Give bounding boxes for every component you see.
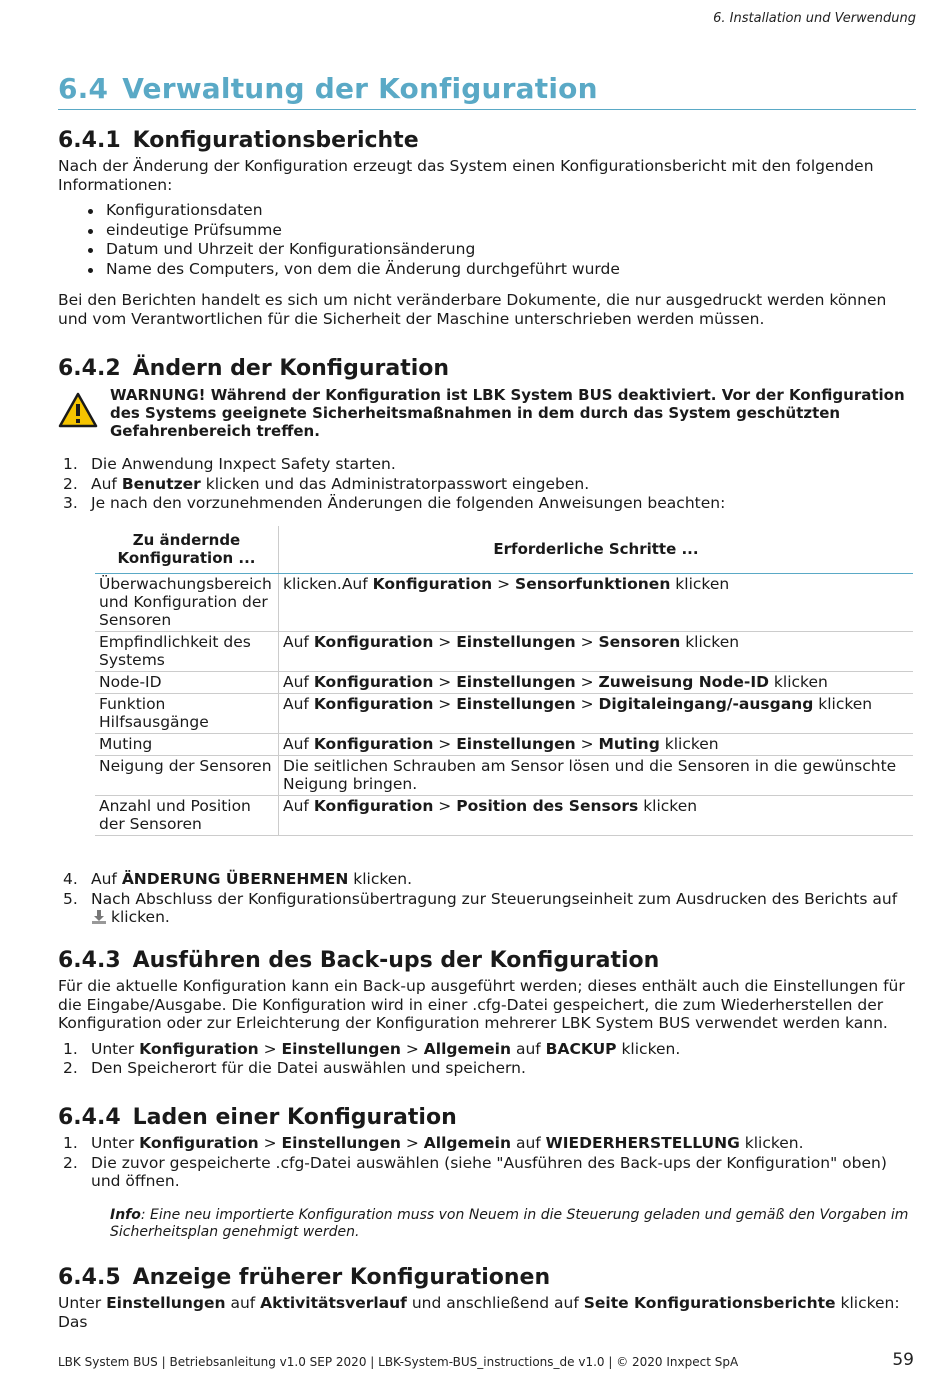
paragraph: Nach der Änderung der Konfiguration erzeugt das System einen Konfigurationsbericht mit den folgenden Informationen: <box>58 157 874 194</box>
subsection-heading <box>58 356 916 381</box>
warning-icon <box>58 392 98 428</box>
subsection-number: 6.4.3 <box>58 948 121 973</box>
list-item: 5. Nach Abschluss der Konfigurationsübertragung zur Steuerungseinheit zum Ausdrucken des Berichts auf klicken. <box>63 889 898 926</box>
table-cell-steps: Auf Konfiguration > Einstellungen > Sensoren klicken <box>279 632 914 672</box>
list-item: 2. Die zuvor gespeicherte .cfg-Datei auswählen (siehe "Ausführen des Back-ups der Konfiguration" oben) und öffnen. <box>63 1153 887 1190</box>
table-cell-steps: Auf Konfiguration > Einstellungen > Zuweisung Node-ID klicken <box>279 672 914 694</box>
paragraph: Bei den Berichten handelt es sich um nicht veränderbare Dokumente, die nur ausgedruckt werden können und vom Verantwortlichen für die Sicherheit der Maschine unterschrieben werden müssen. <box>58 291 887 328</box>
list-item: Konfigurationsdaten <box>58 201 916 221</box>
paragraph: Unter Einstellungen auf Aktivitätsverlauf und anschließend auf Seite Konfigurationsberichte klicken: Das <box>58 1294 900 1331</box>
list-item: 1. Die Anwendung Inxpect Safety starten. <box>63 455 396 473</box>
table-cell-steps: Auf Konfiguration > Einstellungen > Digitaleingang/-ausgang klicken <box>279 694 914 734</box>
subsection-6-4-1 <box>58 128 916 328</box>
list-item: eindeutige Prüfsumme <box>58 221 916 241</box>
subsection-heading <box>58 1265 916 1290</box>
subsection-6-4-3 <box>58 948 916 1079</box>
warning-text: WARNUNG! Während der Konfiguration ist LBK System BUS deaktiviert. Vor der Konfiguration des Systems geeignete Sicherheitsmaßnahmen in dem durch das System geschützten Gefahrenbereich treffen. <box>110 386 905 440</box>
subsection-title: Laden einer Konfiguration <box>132 1105 457 1130</box>
subsection-title: Ausführen des Back-ups der Konfiguration <box>132 948 660 973</box>
table-cell-config: Anzahl und Position der Sensoren <box>95 796 279 836</box>
table-cell-steps: Auf Konfiguration > Position des Sensors klicken <box>279 796 914 836</box>
subsection-6-4-4 <box>58 1105 916 1192</box>
section-title: Verwaltung der Konfiguration <box>122 72 598 105</box>
subsection-6-4-5 <box>58 1265 916 1331</box>
table-cell-config: Muting <box>95 734 279 756</box>
table-cell-config: Überwachungsbereich und Konfiguration der Sensoren <box>95 574 279 632</box>
table-header-row <box>95 526 913 574</box>
bullet-list <box>58 201 916 279</box>
subsection-number: 6.4.5 <box>58 1265 121 1290</box>
page-number: 59 <box>892 1350 914 1370</box>
subsection-heading <box>58 948 916 973</box>
steps-list-6-4-2-cont <box>58 870 916 928</box>
list-item: 4. Auf ÄNDERUNG ÜBERNEHMEN klicken. <box>63 870 413 888</box>
subsection-title: Ändern der Konfiguration <box>132 356 450 381</box>
table-cell-steps: klicken.Auf Konfiguration > Sensorfunktionen klicken <box>279 574 914 632</box>
list-item: 2. Auf Benutzer klicken und das Administratorpasswort eingeben. <box>63 474 590 493</box>
table-row <box>95 632 913 672</box>
paragraph: Für die aktuelle Konfiguration kann ein Back-up ausgeführt werden; dieses enthält auch die Einstellungen für die Eingabe/Ausgabe. Die Konfiguration wird in einer .cfg-Datei gespeichert, die zum Wiederherstellen der Konfiguration oder zur Erleichterung der Konfiguration mehrerer LBK System BUS verwendet werden kann. <box>58 977 905 1032</box>
table-cell-steps: Die seitlichen Schrauben am Sensor lösen und die Sensoren in die gewünschte Neigung bringen. <box>279 756 914 796</box>
subsection-heading <box>58 1105 916 1130</box>
table-row <box>95 796 913 836</box>
subsection-number: 6.4.1 <box>58 128 121 153</box>
subsection-6-4-2 <box>58 356 916 381</box>
table-row <box>95 734 913 756</box>
list-item: 1. Unter Konfiguration > Einstellungen > Allgemein auf BACKUP klicken. <box>63 1039 681 1058</box>
table-cell-config: Neigung der Sensoren <box>95 756 279 796</box>
subsection-title: Anzeige früherer Konfigurationen <box>132 1265 551 1290</box>
table-header: Zu ändernde Konfiguration ... <box>95 526 279 574</box>
info-note <box>110 1207 910 1241</box>
table-header: Erforderliche Schritte ... <box>279 526 914 574</box>
table-row <box>95 756 913 796</box>
list-item: 3. Je nach den vorzunehmenden Änderungen die folgenden Anweisungen beachten: <box>63 494 726 512</box>
table-row <box>95 694 913 734</box>
steps-list-6-4-2 <box>58 455 916 514</box>
section-heading <box>58 72 916 110</box>
table-cell-steps: Auf Konfiguration > Einstellungen > Muting klicken <box>279 734 914 756</box>
section-number: 6.4 <box>58 72 109 105</box>
list-item: 1. Unter Konfiguration > Einstellungen > Allgemein auf WIEDERHERSTELLUNG klicken. <box>63 1134 804 1152</box>
table-cell-config: Empfindlichkeit des Systems <box>95 632 279 672</box>
subsection-number: 6.4.2 <box>58 356 121 381</box>
running-header: 6. Installation und Verwendung <box>713 11 916 26</box>
subsection-heading <box>58 128 916 153</box>
list-item: 2. Den Speicherort für die Datei auswählen und speichern. <box>63 1059 526 1077</box>
subsection-title: Konfigurationsberichte <box>132 128 419 153</box>
info-label: Info <box>110 1207 141 1223</box>
info-text: : Eine neu importierte Konfiguration muss von Neuem in die Steuerung geladen und gemäß den Vorgaben im Sicherheitsplan genehmigt werden. <box>110 1207 909 1240</box>
table-row <box>95 672 913 694</box>
download-icon[interactable] <box>91 910 107 924</box>
list-item: Name des Computers, von dem die Änderung durchgeführt wurde <box>58 260 916 280</box>
table-row <box>95 574 913 632</box>
page-footer: LBK System BUS | Betriebsanleitung v1.0 SEP 2020 | LBK-System-BUS_instructions_de v1.0 | © 2020 Inxpect SpA <box>58 1355 739 1369</box>
list-item: Datum und Uhrzeit der Konfigurationsänderung <box>58 240 916 260</box>
table-cell-config: Node-ID <box>95 672 279 694</box>
table-cell-config: Funktion Hilfsausgänge <box>95 694 279 734</box>
subsection-number: 6.4.4 <box>58 1105 121 1130</box>
config-table <box>95 526 913 836</box>
